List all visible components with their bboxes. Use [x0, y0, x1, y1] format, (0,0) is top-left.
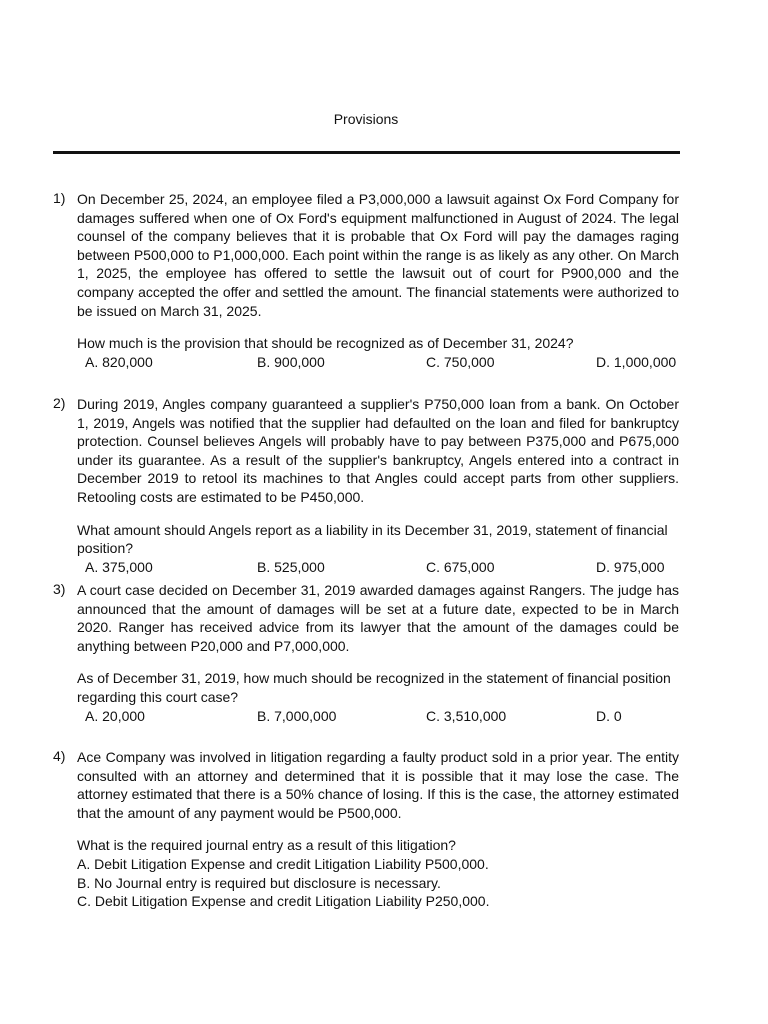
choice-b: B. 525,000 [257, 558, 325, 575]
answer-choices [77, 707, 679, 725]
choice-c: C. Debit Litigation Expense and credit Litigation Liability P250,000. [77, 893, 490, 910]
choice-c: C. 3,510,000 [426, 707, 507, 724]
question-prompt: How much is the provision that should be recognized as of December 31, 2024? [77, 335, 574, 352]
choice-b: B. No Journal entry is required but disclosure is necessary. [77, 874, 441, 891]
choice-d: D. 1,000,000 [596, 353, 677, 370]
question-stem: On December 25, 2024, an employee filed a P3,000,000 a lawsuit against Ox Ford Company for damages suffered when one of Ox Ford's equipment malfunctioned in August of 2024. The legal counsel of the company believes that it is probable that Ox Ford will pay the damages raging between P500,000 to P1,000,000. Each point within the range is as likely as any other. On March 1, 2025, the employee has offered to settle the lawsuit out of court for P900,000 and the company accepted the offer and settled the amount. The financial statements were authorized to be issued on March 31, 2025. [77, 191, 679, 319]
question-stem: During 2019, Angles company guaranteed a supplier's P750,000 loan from a bank. On October 1, 2019, Angels was notified that the supplier had defaulted on the loan and filed for bankruptcy protection. Counsel believes Angels will probably have to pay between P375,000 and P675,000 under its guarantee. As a result of the supplier's bankruptcy, Angels entered into a contract in December 2019 to retool its machines to that Angles could accept parts from other suppliers. Retooling costs are estimated to be P450,000. [77, 396, 679, 505]
question-3 [53, 581, 679, 725]
answer-choices [77, 353, 679, 371]
choice-b: B. 7,000,000 [257, 707, 337, 724]
choice-c: C. 750,000 [426, 353, 495, 370]
choice-a: A. 820,000 [85, 353, 153, 370]
choice-a: A. 20,000 [85, 707, 145, 724]
question-number: 3) [53, 581, 66, 597]
question-number: 1) [53, 190, 66, 206]
choice-c: C. 675,000 [426, 558, 495, 575]
question-prompt: As of December 31, 2019, how much should be recognized in the statement of financial position regarding this court case? [77, 670, 671, 705]
question-1 [53, 190, 679, 371]
question-prompt: What amount should Angels report as a liability in its December 31, 2019, statement of financial position? [77, 521, 668, 557]
question-number: 4) [53, 748, 66, 764]
answer-choices [77, 855, 679, 911]
question-number: 2) [53, 395, 66, 411]
page-title: Provisions [333, 111, 399, 127]
question-prompt: What is the required journal entry as a result of this litigation? [77, 837, 456, 854]
question-2 [53, 395, 679, 576]
question-stem: Ace Company was involved in litigation regarding a faulty product sold in a prior year. The entity consulted with an attorney and determined that it is possible that it may lose the case. The attorney estimated that there is a 50% chance of losing. If this is the case, the attorney estimated that the amount of any payment would be P500,000. [77, 749, 679, 821]
choice-b: B. 900,000 [257, 353, 325, 370]
choice-d: D. 975,000 [596, 558, 665, 575]
choice-a: A. Debit Litigation Expense and credit Litigation Liability P500,000. [77, 855, 489, 872]
answer-choices [77, 558, 679, 576]
choice-d: D. 0 [596, 707, 622, 724]
title-divider [53, 151, 680, 154]
question-4 [53, 748, 679, 911]
choice-a: A. 375,000 [85, 558, 153, 575]
question-stem: A court case decided on December 31, 2019 awarded damages against Rangers. The judge has announced that the amount of damages will be set at a future date, expected to be in March 2020. Ranger has received advice from its lawyer that the amount of the damages could be anything between P20,000 and P7,000,000. [77, 582, 679, 654]
